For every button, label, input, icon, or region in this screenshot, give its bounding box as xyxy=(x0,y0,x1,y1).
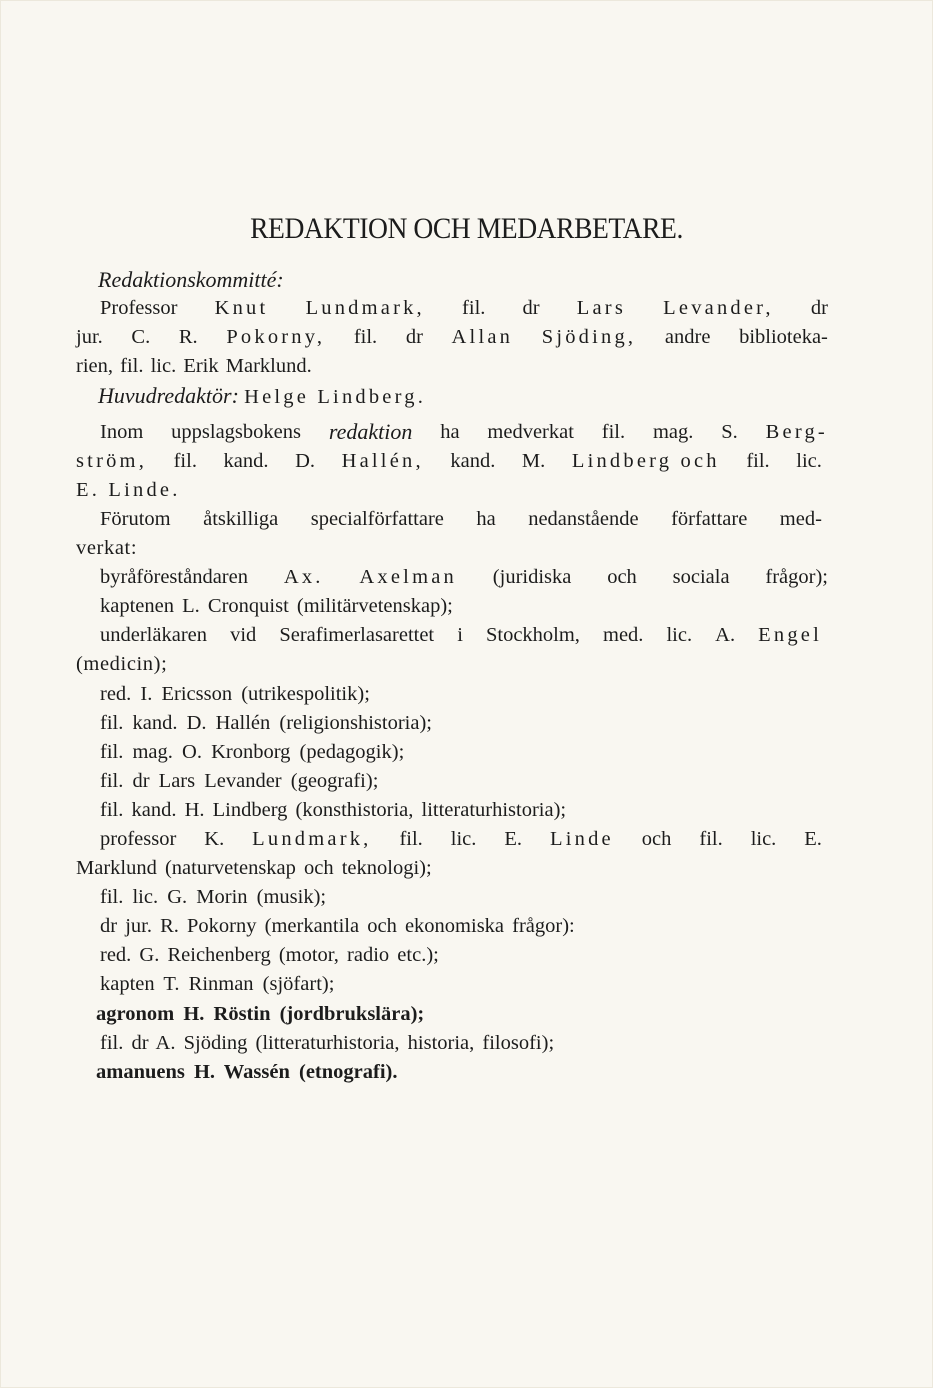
word: biblioteka- xyxy=(739,326,828,348)
editorial-line-1 xyxy=(100,420,828,444)
word: med- xyxy=(779,508,822,530)
word: S. xyxy=(721,421,738,443)
word: Levander, xyxy=(663,297,774,319)
word: Hallén, xyxy=(341,450,424,472)
contributor-line-1 xyxy=(100,565,828,589)
word: Pokorny, xyxy=(226,326,326,348)
word: uppslagsbokens xyxy=(171,421,301,443)
page-title: REDAKTION OCH MEDARBETARE. xyxy=(250,212,683,245)
word: Förutom xyxy=(100,508,171,530)
word: Allan xyxy=(451,326,514,348)
word: Engel xyxy=(758,624,822,646)
word: åtskilliga xyxy=(203,508,279,530)
contributor-line-6: fil. kand. D. Hallén (religionshistoria); xyxy=(100,712,432,734)
word: A. xyxy=(715,624,736,646)
word: dr xyxy=(405,326,423,348)
word: kand. xyxy=(223,450,269,472)
word: fil. xyxy=(601,421,626,443)
contributor-line-13: dr jur. R. Pokorny (merkantila och ekonomiska frågor): xyxy=(100,915,575,937)
word: lic. xyxy=(666,624,693,646)
contributor-line-11: Marklund (naturvetenskap och teknologi); xyxy=(76,857,432,879)
word: sociala xyxy=(672,566,730,588)
word: fil. xyxy=(399,828,423,850)
word: Lindberg och xyxy=(571,450,720,472)
word: Berg- xyxy=(765,421,828,443)
contributor-line-14: red. G. Reichenberg (motor, radio etc.); xyxy=(100,944,439,966)
word: fil. xyxy=(699,828,723,850)
word: med. xyxy=(603,624,644,646)
committee-line-3: rien, fil. lic. Erik Marklund. xyxy=(76,355,312,377)
contributor-line-12: fil. lic. G. Morin (musik); xyxy=(100,886,327,908)
contributor-line-10 xyxy=(100,827,822,851)
contributor-line-9: fil. kand. H. Lindberg (konsthistoria, litteraturhistoria); xyxy=(100,799,567,821)
committee-heading xyxy=(98,268,284,293)
word: professor xyxy=(100,828,177,850)
contributor-line-5: red. I. Ericsson (utrikespolitik); xyxy=(100,683,370,705)
contributor-line-3 xyxy=(100,623,822,647)
word: Axelman xyxy=(359,566,457,588)
contributor-line-17: fil. dr A. Sjöding (litteraturhistoria, historia, filosofi); xyxy=(100,1032,555,1054)
word: kand. xyxy=(450,450,496,472)
word: fil. xyxy=(353,326,378,348)
word: K. xyxy=(204,828,225,850)
word: underläkaren xyxy=(100,624,207,646)
chief-editor-name: Helge Lindberg. xyxy=(244,386,427,408)
word: Stockholm, xyxy=(485,624,580,646)
word: lic. xyxy=(796,450,822,472)
contributor-line-8: fil. dr Lars Levander (geografi); xyxy=(100,770,379,792)
word: redaktion xyxy=(328,419,413,444)
committee-line-2 xyxy=(76,325,828,349)
word: C. xyxy=(131,326,151,348)
chief-editor-heading: Huvudredaktör: xyxy=(98,383,239,408)
contributor-line-4: (medicin); xyxy=(76,653,168,675)
chief-editor-line xyxy=(98,384,426,409)
word: E. xyxy=(804,828,822,850)
word: Professor xyxy=(100,297,178,319)
word: Linde xyxy=(550,828,614,850)
word: (juridiska xyxy=(492,566,572,588)
editorial-line-3: E. Linde. xyxy=(76,479,181,501)
word: M. xyxy=(521,450,546,472)
word: ha xyxy=(440,421,460,443)
word: mag. xyxy=(652,421,694,443)
word: byråföreståndaren xyxy=(100,566,248,588)
contributor-line-7: fil. mag. O. Kronborg (pedagogik); xyxy=(100,741,405,763)
word: ha xyxy=(476,508,496,530)
word: medverkat xyxy=(487,421,574,443)
word: specialförfattare xyxy=(310,508,444,530)
word: dr xyxy=(522,297,540,319)
contributor-line-2: kaptenen L. Cronquist (militärvetenskap); xyxy=(100,595,453,617)
intro-line-2: verkat: xyxy=(76,537,138,559)
word: frågor); xyxy=(765,566,828,588)
word: fil. xyxy=(462,297,486,319)
committee-heading-label: Redaktionskommitté: xyxy=(98,267,284,292)
word: D. xyxy=(295,450,316,472)
committee-line-1 xyxy=(100,296,828,320)
word: lic. xyxy=(750,828,777,850)
word: Inom xyxy=(100,421,144,443)
word: Ax. xyxy=(283,566,324,588)
contributor-line-15: kapten T. Rinman (sjöfart); xyxy=(100,973,335,995)
contributor-line-18: amanuens H. Wassén (etnografi). xyxy=(96,1061,398,1083)
word: och xyxy=(641,828,672,850)
word: Serafimerlasarettet xyxy=(279,624,435,646)
word: jur. xyxy=(76,326,103,348)
word: Knut xyxy=(214,297,269,319)
word: nedanstående xyxy=(528,508,639,530)
word: Sjöding, xyxy=(541,326,637,348)
word: Lundmark, xyxy=(305,297,425,319)
contributor-line-16: agronom H. Röstin (jordbrukslära); xyxy=(96,1003,425,1025)
word: Lundmark, xyxy=(252,828,372,850)
word: lic. xyxy=(450,828,477,850)
word: andre xyxy=(664,326,711,348)
word: E. xyxy=(504,828,523,850)
word: fil. xyxy=(746,450,770,472)
word: R. xyxy=(178,326,198,348)
word: i xyxy=(457,624,463,646)
word: Lars xyxy=(576,297,627,319)
editorial-line-2 xyxy=(76,449,822,473)
intro-line-1 xyxy=(100,507,822,531)
word: ström, xyxy=(76,450,148,472)
word: författare xyxy=(671,508,748,530)
word: och xyxy=(607,566,637,588)
word: fil. xyxy=(173,450,197,472)
word: dr xyxy=(810,297,828,319)
word: vid xyxy=(230,624,257,646)
